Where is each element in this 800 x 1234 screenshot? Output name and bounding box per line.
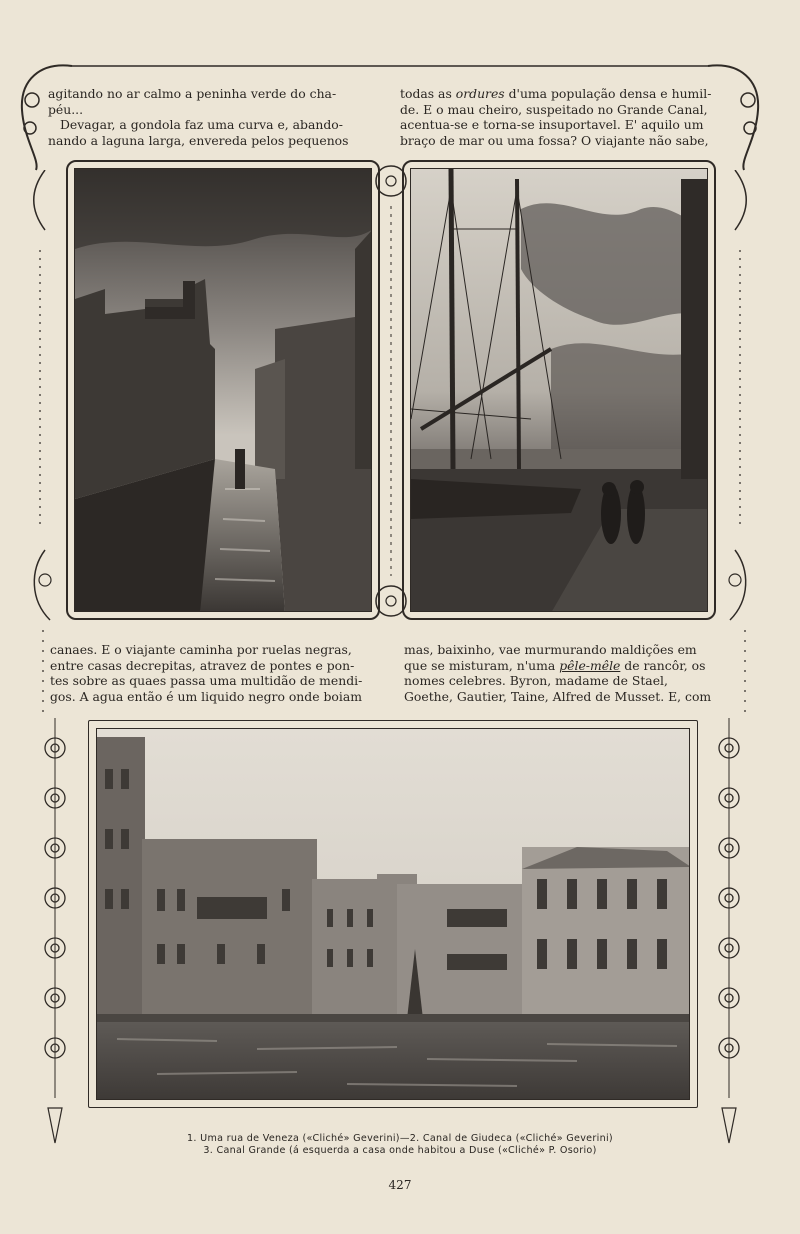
page-number: 427 bbox=[388, 1178, 412, 1192]
canal-street-illustration bbox=[75, 169, 372, 612]
right-vine-upper bbox=[720, 170, 750, 630]
text-line: péu... bbox=[48, 101, 84, 117]
text-line: nando a laguna larga, envereda pelos pequenos bbox=[48, 132, 349, 148]
text-top-left bbox=[48, 86, 374, 148]
text-mid-right bbox=[404, 642, 732, 704]
text-line: gos. A agua então é um liquido negro onde boiam bbox=[50, 688, 362, 704]
photo-caption-line-2: 3. Canal Grande (á esquerda a casa onde habitou a Duse («Cliché» P. Osorio) bbox=[203, 1145, 597, 1156]
text-line: entre casas decrepitas, atravez de pontes e pon- bbox=[50, 657, 355, 673]
right-dots-mid bbox=[738, 630, 752, 720]
sailing-boats-photo bbox=[410, 168, 708, 612]
canal-street-photo bbox=[74, 168, 372, 612]
text-line: Devagar, a gondola faz uma curva e, abando- bbox=[60, 117, 343, 133]
photo-caption-line-1: 1. Uma rua de Veneza («Cliché» Geverini)—2. Canal de Giudeca («Cliché» Geverini) bbox=[187, 1133, 613, 1144]
left-scroll-ornament bbox=[38, 718, 72, 1148]
text-line: todas as ordures d'uma população densa e humil- bbox=[400, 86, 712, 101]
text-line: tes sobre as quaes passa uma multidão de mendi- bbox=[50, 673, 363, 689]
text-line: braço de mar ou uma fossa? O viajante não sabe, bbox=[400, 132, 709, 148]
text-top-right bbox=[400, 86, 728, 148]
grand-canal-photo bbox=[96, 728, 690, 1100]
text-line: canaes. E o viajante caminha por ruelas negras, bbox=[50, 642, 352, 657]
text-line: acentua-se e torna-se insuportavel. E' aquilo um bbox=[400, 117, 704, 133]
left-vine-upper bbox=[30, 170, 60, 630]
center-ornament bbox=[366, 156, 416, 626]
right-scroll-ornament bbox=[712, 718, 746, 1148]
grand-canal-illustration bbox=[97, 729, 690, 1100]
text-line: de. E o mau cheiro, suspeitado no Grande Canal, bbox=[400, 101, 708, 117]
text-mid-left bbox=[50, 642, 378, 704]
text-line: agitando no ar calmo a peninha verde do cha- bbox=[48, 86, 337, 101]
text-line: mas, baixinho, vae murmurando maldições em bbox=[404, 642, 697, 657]
text-line: que se misturam, n'uma pêle-mêle de rancôr, os bbox=[404, 657, 706, 673]
text-line: Goethe, Gautier, Taine, Alfred de Musset. E, com bbox=[404, 688, 712, 704]
sailing-boats-illustration bbox=[411, 169, 708, 612]
text-line: nomes celebres. Byron, madame de Stael, bbox=[404, 673, 668, 689]
left-dots-mid bbox=[36, 630, 50, 720]
